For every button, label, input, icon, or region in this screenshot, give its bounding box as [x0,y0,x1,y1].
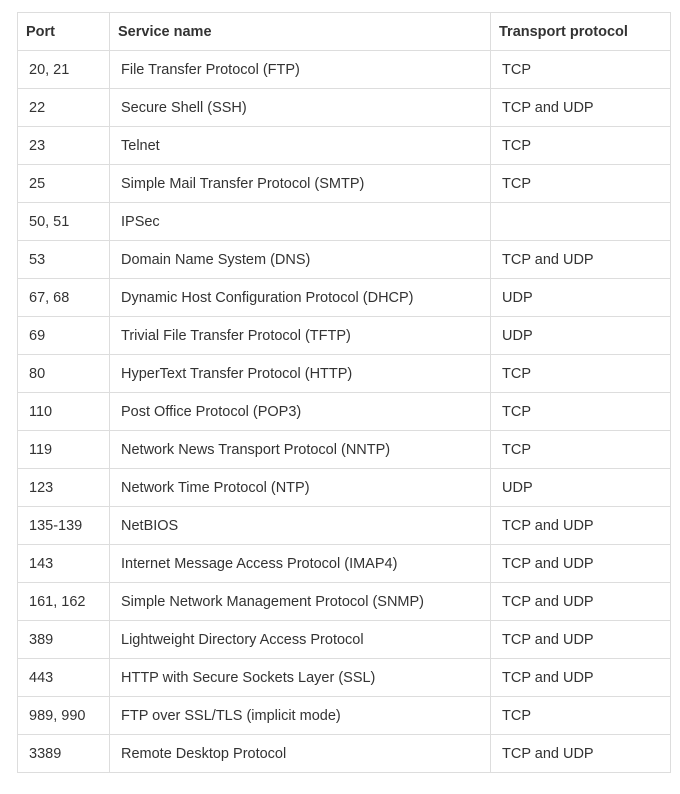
table-row [18,735,671,773]
cell-service-name: File Transfer Protocol (FTP) [110,51,491,89]
cell-service-name: Lightweight Directory Access Protocol [110,621,491,659]
table-row [18,51,671,89]
cell-service-name: Trivial File Transfer Protocol (TFTP) [110,317,491,355]
cell-transport-protocol: TCP and UDP [491,89,671,127]
table-row [18,89,671,127]
header-port: Port [18,13,110,51]
table-row [18,203,671,241]
cell-port: 443 [18,659,110,697]
table-row [18,697,671,735]
cell-service-name: HTTP with Secure Sockets Layer (SSL) [110,659,491,697]
cell-service-name: NetBIOS [110,507,491,545]
cell-transport-protocol: TCP [491,165,671,203]
cell-service-name: Remote Desktop Protocol [110,735,491,773]
cell-service-name: Post Office Protocol (POP3) [110,393,491,431]
table-row [18,507,671,545]
header-row [18,13,671,51]
cell-transport-protocol: UDP [491,469,671,507]
cell-transport-protocol: TCP [491,393,671,431]
cell-service-name: Dynamic Host Configuration Protocol (DHCP) [110,279,491,317]
cell-service-name: Simple Mail Transfer Protocol (SMTP) [110,165,491,203]
cell-service-name: Simple Network Management Protocol (SNMP) [110,583,491,621]
table-row [18,355,671,393]
table-row [18,545,671,583]
cell-transport-protocol: TCP and UDP [491,545,671,583]
cell-port: 69 [18,317,110,355]
cell-service-name: HyperText Transfer Protocol (HTTP) [110,355,491,393]
table-row [18,431,671,469]
cell-service-name: Network News Transport Protocol (NNTP) [110,431,491,469]
cell-transport-protocol: TCP [491,431,671,469]
cell-transport-protocol: TCP [491,51,671,89]
cell-port: 50, 51 [18,203,110,241]
cell-port: 135-139 [18,507,110,545]
cell-transport-protocol: TCP and UDP [491,583,671,621]
cell-port: 161, 162 [18,583,110,621]
cell-transport-protocol: TCP and UDP [491,621,671,659]
cell-service-name: Network Time Protocol (NTP) [110,469,491,507]
cell-port: 389 [18,621,110,659]
cell-service-name: IPSec [110,203,491,241]
cell-port: 53 [18,241,110,279]
cell-port: 23 [18,127,110,165]
cell-port: 123 [18,469,110,507]
table-body [18,51,671,773]
cell-service-name: Secure Shell (SSH) [110,89,491,127]
cell-port: 3389 [18,735,110,773]
cell-transport-protocol: UDP [491,279,671,317]
ports-table [17,12,671,773]
table-row [18,659,671,697]
cell-service-name: Internet Message Access Protocol (IMAP4) [110,545,491,583]
table-row [18,127,671,165]
table-row [18,279,671,317]
cell-transport-protocol: UDP [491,317,671,355]
cell-transport-protocol: TCP [491,697,671,735]
cell-port: 110 [18,393,110,431]
cell-transport-protocol: TCP [491,355,671,393]
cell-transport-protocol: TCP and UDP [491,659,671,697]
table-row [18,241,671,279]
cell-transport-protocol: TCP and UDP [491,735,671,773]
table-row [18,583,671,621]
table-row [18,469,671,507]
cell-port: 22 [18,89,110,127]
cell-transport-protocol: TCP and UDP [491,507,671,545]
cell-transport-protocol [491,203,671,241]
header-transport-protocol: Transport protocol [491,13,671,51]
table-row [18,317,671,355]
cell-service-name: Domain Name System (DNS) [110,241,491,279]
cell-port: 989, 990 [18,697,110,735]
cell-port: 67, 68 [18,279,110,317]
cell-port: 119 [18,431,110,469]
cell-transport-protocol: TCP and UDP [491,241,671,279]
cell-port: 143 [18,545,110,583]
table-row [18,393,671,431]
cell-transport-protocol: TCP [491,127,671,165]
header-service-name: Service name [110,13,491,51]
cell-service-name: FTP over SSL/TLS (implicit mode) [110,697,491,735]
cell-port: 20, 21 [18,51,110,89]
table-header [18,13,671,51]
table-row [18,621,671,659]
cell-port: 25 [18,165,110,203]
table-row [18,165,671,203]
cell-port: 80 [18,355,110,393]
cell-service-name: Telnet [110,127,491,165]
